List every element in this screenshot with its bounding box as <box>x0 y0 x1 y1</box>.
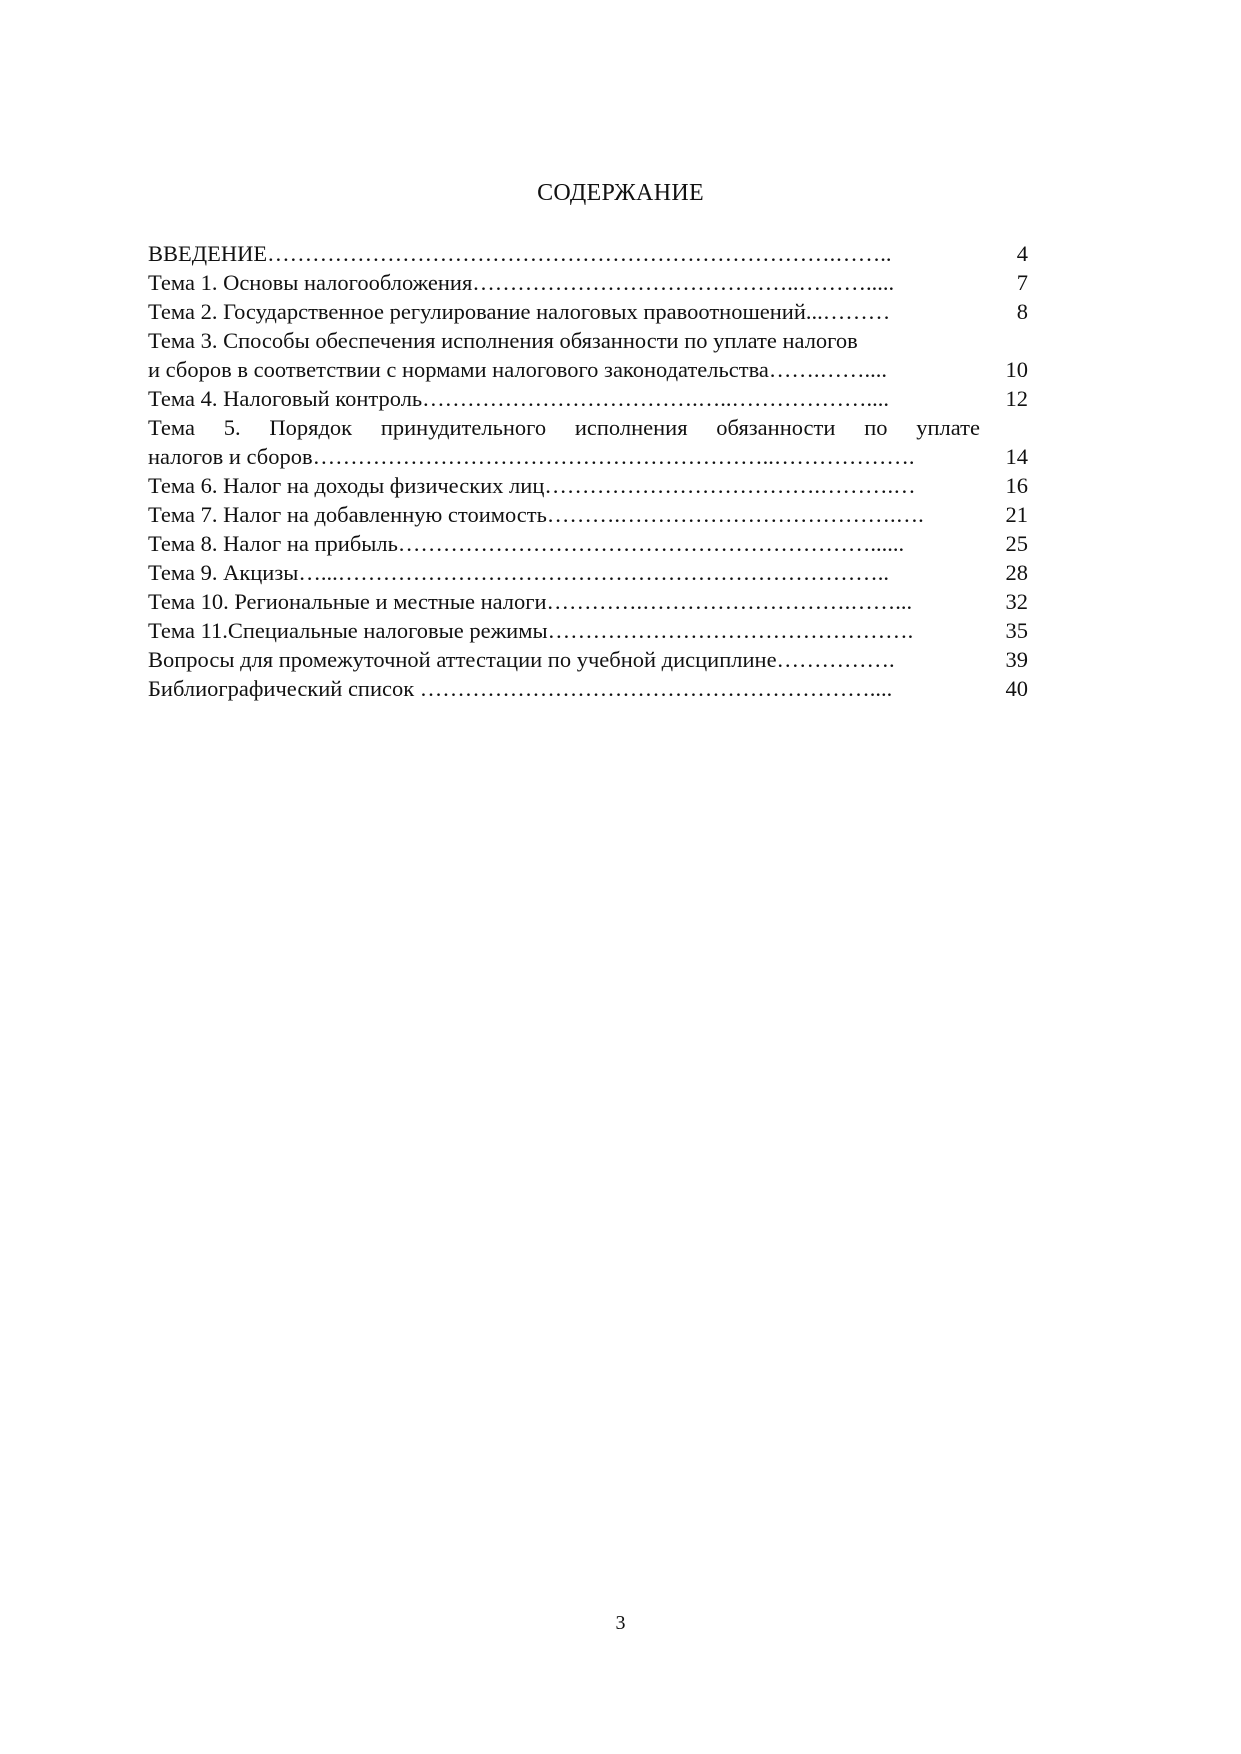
toc-entry-text <box>148 384 980 413</box>
toc-entry-text <box>148 529 980 558</box>
toc-entry-text <box>148 558 980 587</box>
toc-entry-topic-6 <box>148 471 1029 500</box>
toc-entry-page: 28 <box>1005 560 1028 585</box>
toc-entry-line: ВВЕДЕНИЕ………………………………………………………………….…….. <box>148 241 892 266</box>
toc-entry-topic-11 <box>148 616 1029 645</box>
toc-entry-intro <box>148 239 1029 268</box>
toc-entry-page: 25 <box>1005 531 1028 556</box>
toc-entry-line: Тема 2. Государственное регулирование налоговых правоотношений...……… <box>148 299 891 324</box>
toc-entry-page: 10 <box>1005 357 1028 382</box>
toc-entry-page: 35 <box>1005 618 1028 643</box>
toc-entry-page: 21 <box>1005 502 1028 527</box>
toc-entry-line: Тема 4. Налоговый контроль……………………………….…..……………….... <box>148 386 890 411</box>
toc-entry-page: 16 <box>1005 473 1028 498</box>
toc-entry-line: Тема 10. Региональные и местные налоги………….……………………….……... <box>148 589 913 614</box>
toc-entry-line: Тема 6. Налог на доходы физических лиц……………………………….……….… <box>148 473 916 498</box>
toc-entry-line: Вопросы для промежуточной аттестации по учебной дисциплине……………. <box>148 647 895 672</box>
toc-entry-topic-5 <box>148 413 1029 471</box>
toc-entry-page: 40 <box>1005 676 1028 701</box>
toc-entry-text <box>148 239 980 268</box>
toc-entry-line: Тема 7. Налог на добавленную стоимость……….……………………………….…. <box>148 502 924 527</box>
toc-entry-topic-10 <box>148 587 1029 616</box>
toc-entry-line: налогов и сборов……………………………………………………..………………. <box>148 444 915 469</box>
toc-entry-text <box>148 645 980 674</box>
toc-entry-text <box>148 326 980 384</box>
toc-entry-bibliography <box>148 674 1029 703</box>
toc-entry-line: Тема 8. Налог на прибыль………………………………………………………...... <box>148 531 905 556</box>
toc-entry-page: 12 <box>1005 386 1028 411</box>
toc-entry-line: Тема 5. Порядок принудительного исполнения обязанности по уплате <box>148 415 980 440</box>
toc-entry-text <box>148 616 980 645</box>
toc-entry-text <box>148 268 980 297</box>
toc-entry-topic-1 <box>148 268 1029 297</box>
toc-entry-line: Тема 9. Акцизы…...……………………………………………………………….. <box>148 560 889 585</box>
toc-entry-line: Тема 11.Специальные налоговые режимы…………………………………………. <box>148 618 914 643</box>
toc-entry-text <box>148 500 980 529</box>
toc-entry-topic-9 <box>148 558 1029 587</box>
toc-entry-page: 39 <box>1005 647 1028 672</box>
toc-entry-page: 4 <box>1016 241 1028 266</box>
toc-entry-text <box>148 413 980 471</box>
toc-entry-topic-4 <box>148 384 1029 413</box>
toc-entry-line: Тема 3. Способы обеспечения исполнения обязанности по уплате налогов <box>148 328 858 353</box>
toc-entry-topic-7 <box>148 500 1029 529</box>
toc-entry-questions <box>148 645 1029 674</box>
toc-entry-line: Библиографический список …………………………………………………….... <box>148 676 893 701</box>
page-number: 3 <box>615 1612 626 1634</box>
table-of-contents <box>148 239 1029 703</box>
toc-entry-topic-2 <box>148 297 1029 326</box>
toc-entry-line: и сборов в соответствии с нормами налогового законодательства…….…….... <box>148 357 888 382</box>
toc-entry-topic-8 <box>148 529 1029 558</box>
toc-entry-page: 14 <box>1005 444 1028 469</box>
toc-entry-text <box>148 587 980 616</box>
toc-entry-page: 7 <box>1016 270 1028 295</box>
toc-entry-page: 32 <box>1005 589 1028 614</box>
toc-entry-text <box>148 674 980 703</box>
toc-title: СОДЕРЖАНИЕ <box>537 180 704 206</box>
toc-entry-page: 8 <box>1016 299 1028 324</box>
toc-entry-text <box>148 471 980 500</box>
toc-entry-topic-3 <box>148 326 1029 384</box>
toc-entry-text <box>148 297 980 326</box>
toc-entry-line: Тема 1. Основы налогообложения……………………………………..………..... <box>148 270 895 295</box>
